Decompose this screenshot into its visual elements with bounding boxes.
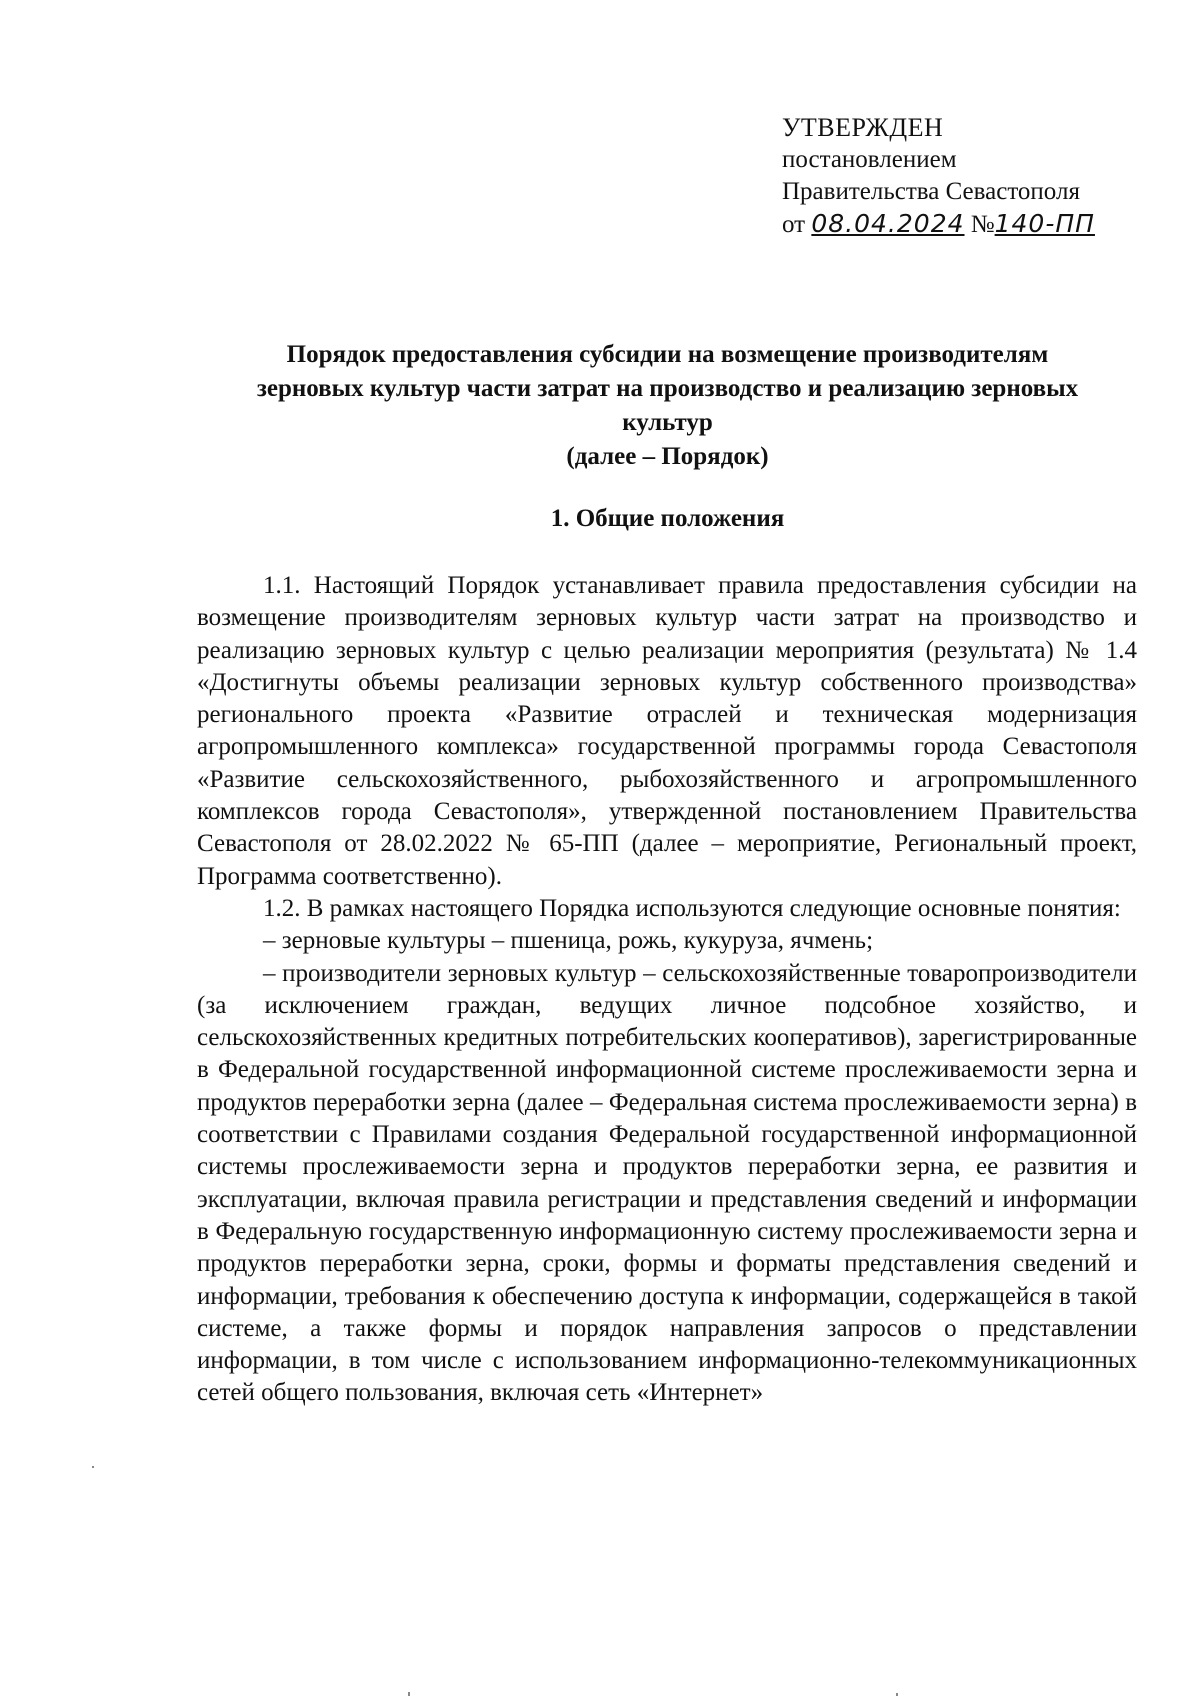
approval-date: 08.04.2024 <box>811 209 965 238</box>
approval-line-2: Правительства Севастополя <box>782 178 1080 205</box>
scan-dot <box>92 1466 94 1468</box>
document-title-line-1: Порядок предоставления субсидии на возмещение производителям <box>286 341 1049 368</box>
document-title <box>195 338 1140 474</box>
scan-mark-bottom-right <box>896 1693 898 1696</box>
paragraph-1-2: 1.2. В рамках настоящего Порядка используются следующие основные понятия: <box>263 894 1121 922</box>
approval-date-line <box>782 208 1162 241</box>
definition-grain-producers: – производители зерновых культур – сельскохозяйственные товаропроизводители (за исключением граждан, ведущих личное подсобное хозяйство, и сельскохозяйственных кредитных потребительских кооперативов), зарегистрированные в Федеральной государственной информационной системе прослеживаемости зерна и продуктов переработки зерна (далее – Федеральная система прослеживаемости зерна) в соответствии с Правилами создания Федеральной государственной информационной системы прослеживаемости зерна и продуктов переработки зерна, ее развития и эксплуатации, включая правила регистрации и представления сведений и информации в Федеральную государственную информационную систему прослеживаемости зерна и продуктов переработки зерна, сроки, формы и форматы представления сведений и информации, требования к обеспечению доступа к информации, содержащейся в такой системе, а также формы и порядок направления запросов о представлении информации, в том числе с использованием информационно-телекоммуникационных сетей общего пользования, включая сеть «Интернет» <box>197 959 1137 1407</box>
approval-block <box>782 112 1162 241</box>
approval-line-1: постановлением <box>782 146 957 173</box>
approval-number-sign: № <box>970 211 995 238</box>
document-title-line-4: (далее – Порядок) <box>566 443 769 470</box>
paragraph-1-1: 1.1. Настоящий Порядок устанавливает правила предоставления субсидии на возмещение производителям зерновых культур части затрат на производство и реализацию зерновых культур с целью реализации мероприятия (результата) № 1.4 «Достигнуты объемы реализации зерновых культур собственного производства» регионального проекта «Развитие отраслей и техническая модернизация агропромышленного комплекса» государственной программы города Севастополя «Развитие сельскохозяйственного, рыбохозяйственного и агропромышленного комплексов города Севастополя», утвержденной постановлением Правительства Севастополя от 28.02.2022 № 65-ПП (далее – мероприятие, Региональный проект, Программа соответственно). <box>197 572 1137 890</box>
approval-title: УТВЕРЖДЕН <box>782 113 944 142</box>
section-heading: 1. Общие положения <box>550 505 785 532</box>
document-body <box>197 570 1137 1410</box>
document-title-line-3: культур <box>622 409 713 436</box>
definition-grain-crops: – зерновые культуры – пшеница, рожь, кукуруза, ячмень; <box>263 927 874 955</box>
approval-from: от <box>782 211 806 238</box>
scan-mark-bottom <box>408 1692 410 1696</box>
approval-number: 140-ПП <box>994 209 1095 238</box>
document-title-line-2: зерновых культур части затрат на производство и реализацию зерновых <box>256 375 1079 402</box>
